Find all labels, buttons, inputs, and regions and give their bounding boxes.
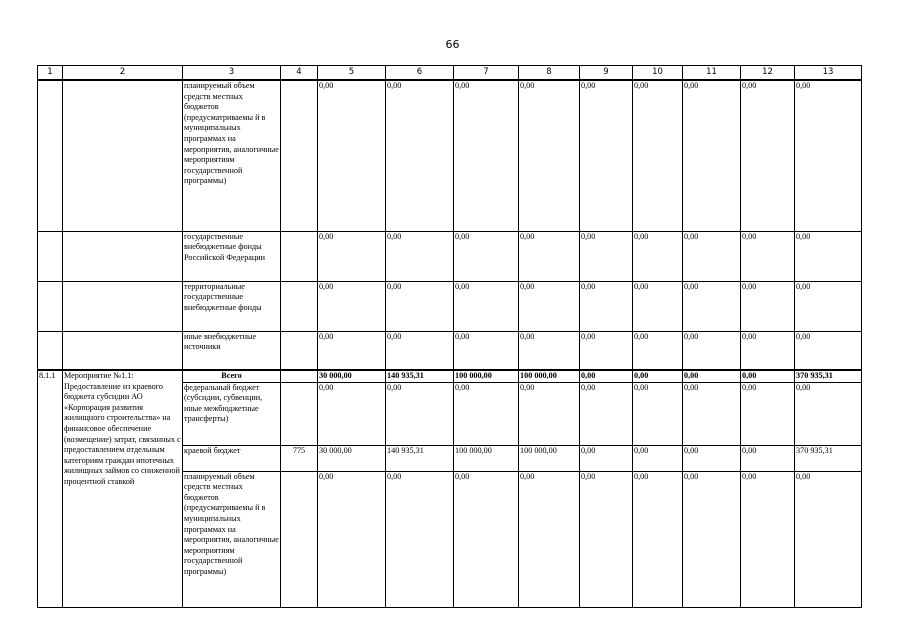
table-row: [38, 231, 862, 281]
value-cell: 0,00: [633, 445, 683, 471]
value-cell: 0,00: [580, 331, 633, 370]
header-cell: 1: [38, 66, 63, 81]
funding-source-cell: Всего: [183, 370, 281, 382]
funding-source-cell: территориальные государственные внебюджетные фонды: [183, 281, 281, 331]
value-cell: 0,00: [454, 382, 519, 445]
value-cell: 0,00: [741, 370, 795, 382]
value-cell: 0,00: [318, 231, 386, 281]
value-cell: 0,00: [318, 382, 386, 445]
value-cell: 0,00: [580, 471, 633, 607]
value-cell: 100 000,00: [519, 445, 580, 471]
value-cell: 0,00: [795, 331, 862, 370]
funding-source-cell: планируемый объем средств местных бюджетов (предусматриваемы й в муниципальных программах на мероприятия, аналогичные мероприятиям государственной программы): [183, 80, 281, 231]
value-cell: 0,00: [683, 471, 741, 607]
value-cell: 0,00: [318, 80, 386, 231]
value-cell: 0,00: [454, 80, 519, 231]
row-number-cell: [38, 231, 63, 281]
value-cell: 0,00: [683, 80, 741, 231]
value-cell: 0,00: [519, 231, 580, 281]
value-cell: 0,00: [741, 445, 795, 471]
header-cell: 3: [183, 66, 281, 81]
value-cell: 0,00: [683, 445, 741, 471]
value-cell: 0,00: [683, 281, 741, 331]
event-name-cell: [63, 331, 183, 370]
value-cell: 0,00: [741, 382, 795, 445]
code-cell: [281, 331, 318, 370]
value-cell: 0,00: [633, 80, 683, 231]
value-cell: 0,00: [519, 382, 580, 445]
row-number-cell: [38, 80, 63, 231]
value-cell: 0,00: [454, 231, 519, 281]
value-cell: 0,00: [683, 382, 741, 445]
value-cell: 0,00: [386, 80, 454, 231]
value-cell: 100 000,00: [519, 370, 580, 382]
event-name-cell: [63, 231, 183, 281]
header-cell: 7: [454, 66, 519, 81]
value-cell: 0,00: [633, 331, 683, 370]
value-cell: 0,00: [683, 370, 741, 382]
header-cell: 13: [795, 66, 862, 81]
value-cell: 0,00: [741, 80, 795, 231]
header-cell: 8: [519, 66, 580, 81]
value-cell: 0,00: [386, 382, 454, 445]
value-cell: 0,00: [683, 231, 741, 281]
code-cell: [281, 382, 318, 445]
value-cell: 0,00: [519, 331, 580, 370]
value-cell: 0,00: [795, 231, 862, 281]
header-cell: 4: [281, 66, 318, 81]
row-number-cell: 8.1.1: [38, 370, 63, 607]
value-cell: 0,00: [580, 231, 633, 281]
value-cell: 370 935,31: [795, 445, 862, 471]
value-cell: 0,00: [386, 331, 454, 370]
value-cell: 0,00: [741, 331, 795, 370]
value-cell: 0,00: [795, 471, 862, 607]
event-name-cell: [63, 80, 183, 231]
value-cell: 0,00: [580, 370, 633, 382]
code-cell: [281, 370, 318, 382]
value-cell: 0,00: [741, 231, 795, 281]
value-cell: 0,00: [633, 281, 683, 331]
table-row: [38, 331, 862, 370]
funding-source-cell: иные внебюджетные источники: [183, 331, 281, 370]
value-cell: 0,00: [454, 331, 519, 370]
value-cell: 0,00: [633, 370, 683, 382]
code-cell: 775: [281, 445, 318, 471]
value-cell: 30 000,00: [318, 445, 386, 471]
value-cell: 0,00: [519, 471, 580, 607]
value-cell: 0,00: [580, 281, 633, 331]
code-cell: [281, 471, 318, 607]
funding-source-cell: краевой бюджет: [183, 445, 281, 471]
header-cell: 5: [318, 66, 386, 81]
value-cell: 100 000,00: [454, 445, 519, 471]
funding-source-cell: федеральный бюджет (субсидии, субвенции, иные межбюджетные трансферты): [183, 382, 281, 445]
row-number-cell: [38, 281, 63, 331]
value-cell: 0,00: [741, 471, 795, 607]
table-row: [38, 80, 862, 231]
header-cell: 10: [633, 66, 683, 81]
value-cell: 0,00: [741, 281, 795, 331]
value-cell: 0,00: [386, 471, 454, 607]
value-cell: 0,00: [633, 382, 683, 445]
value-cell: 0,00: [318, 331, 386, 370]
value-cell: 0,00: [683, 331, 741, 370]
value-cell: 0,00: [580, 445, 633, 471]
funding-source-cell: государственные внебюджетные фонды Российской Федерации: [183, 231, 281, 281]
value-cell: 370 935,31: [795, 370, 862, 382]
value-cell: 140 935,31: [386, 370, 454, 382]
value-cell: 0,00: [454, 281, 519, 331]
page-number: 66: [445, 38, 460, 51]
budget-table: [37, 65, 862, 608]
table-row: [38, 281, 862, 331]
value-cell: 0,00: [795, 80, 862, 231]
table-row-total: [38, 370, 862, 382]
event-name-cell: [63, 281, 183, 331]
funding-source-cell: планируемый объем средств местных бюджетов (предусматриваемы й в муниципальных программах на мероприятия, аналогичные мероприятиям государственной программы): [183, 471, 281, 607]
value-cell: 0,00: [633, 471, 683, 607]
value-cell: 0,00: [519, 281, 580, 331]
row-number-cell: [38, 331, 63, 370]
value-cell: 0,00: [795, 382, 862, 445]
value-cell: 30 000,00: [318, 370, 386, 382]
value-cell: 0,00: [795, 281, 862, 331]
header-cell: 11: [683, 66, 741, 81]
value-cell: 0,00: [386, 281, 454, 331]
event-name-cell: Мероприятие №1.1: Предоставление из краевого бюджета субсидии АО «Корпорация развития жилищного строительства» на финансовое обеспечение (возмещение) затрат, связанных с предоставлением отдельным категориям граждан ипотечных жилищных займов со сниженной процентной ставкой: [63, 370, 183, 607]
code-cell: [281, 80, 318, 231]
value-cell: 0,00: [580, 80, 633, 231]
value-cell: 0,00: [580, 382, 633, 445]
value-cell: 140 935,31: [386, 445, 454, 471]
value-cell: 0,00: [519, 80, 580, 231]
header-cell: 6: [386, 66, 454, 81]
header-cell: 9: [580, 66, 633, 81]
code-cell: [281, 281, 318, 331]
value-cell: 0,00: [633, 231, 683, 281]
value-cell: 0,00: [318, 471, 386, 607]
value-cell: 0,00: [318, 281, 386, 331]
value-cell: 100 000,00: [454, 370, 519, 382]
header-cell: 12: [741, 66, 795, 81]
header-row: [38, 66, 862, 81]
value-cell: 0,00: [386, 231, 454, 281]
value-cell: 0,00: [454, 471, 519, 607]
header-cell: 2: [63, 66, 183, 81]
code-cell: [281, 231, 318, 281]
